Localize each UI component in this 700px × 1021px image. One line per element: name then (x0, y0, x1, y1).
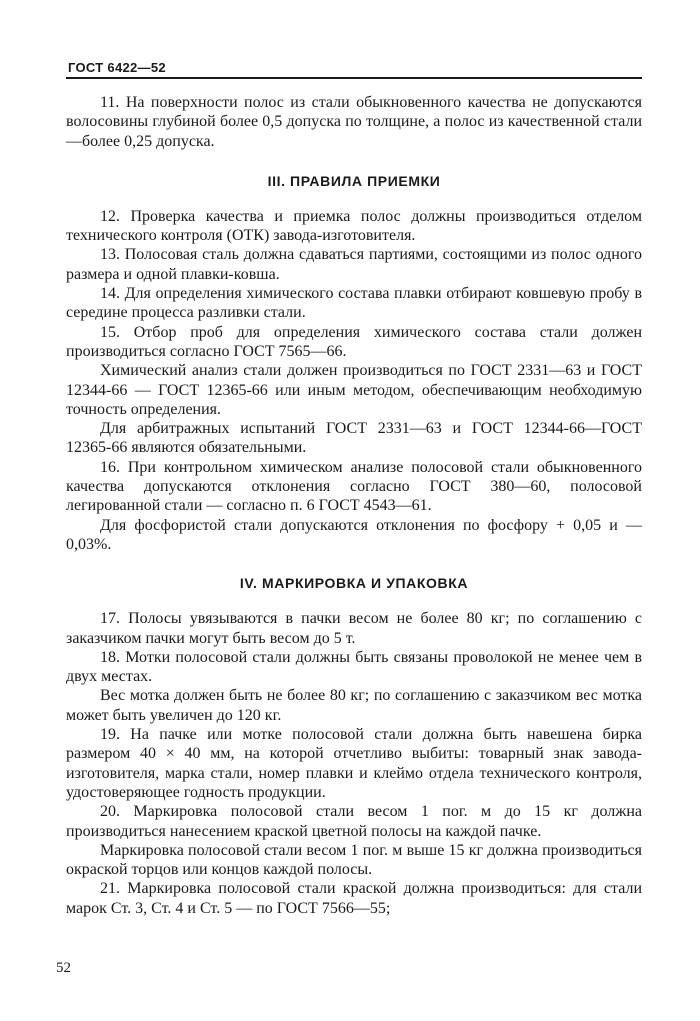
paragraph-20-ends-marking: Маркировка полосовой стали весом 1 пог. м выше 15 кг должна производиться окраской торцов или концов каждой полосы. (66, 841, 642, 879)
paragraph-19: 19. На пачке или мотке полосовой стали должна быть навешена бирка размером 40 × 40 мм, на которой отчетливо выбиты: товарный знак завода-изготовителя, марка стали, номер плавки и клеймо отдела технического контроля, удостоверяющее годность продукции. (66, 726, 642, 801)
paragraph-16: 16. При контрольном химическом анализе полосовой стали обыкновенного качества допускаются отклонения согласно ГОСТ 380—60, полосовой легированной стали — согласно п. 6 ГОСТ 4543—61. (66, 458, 642, 515)
paragraph-14: 14. Для определения химического состава плавки отбирают ковшевую пробу в середине процесса разливки стали. (66, 285, 642, 322)
paragraph-13: 13. Полосовая сталь должна сдаваться партиями, состоящими из полос одного размера и одной плавки-ковша. (66, 246, 642, 283)
section-title-acceptance-rules: III. ПРАВИЛА ПРИЕМКИ (267, 172, 441, 189)
paragraph-15-chemical-analysis: Химический анализ стали должен производиться по ГОСТ 2331—63 и ГОСТ 12344-66 — ГОСТ 12365-66 или иным методом, обеспечивающим необходимую точность определения. (66, 362, 642, 418)
header-rule (66, 77, 642, 79)
paragraph-15-arbitration: Для арбитражных испытаний ГОСТ 2331—63 и ГОСТ 12344-66—ГОСТ 12365-66 являются обязательными. (66, 420, 642, 457)
document-page (66, 60, 642, 918)
paragraph-21: 21. Маркировка полосовой стали краской должна производиться: для стали марок Ст. 3, Ст. 4 и Ст. 5 — по ГОСТ 7566—55; (66, 880, 642, 917)
page-number: 52 (56, 960, 71, 976)
paragraph-12: 12. Проверка качества и приемка полос должны производиться отделом технического контроля (ОТК) завода-изготовителя. (66, 207, 642, 245)
paragraph-16-phosphorus: Для фосфористой стали допускаются отклонения по фосфору + 0,05 и — 0,03%. (66, 516, 642, 553)
section-title-marking-packing: IV. МАРКИРОВКА И УПАКОВКА (239, 575, 469, 592)
paragraph-15: 15. Отбор проб для определения химического состава стали должен производиться согласно ГОСТ 7565—66. (66, 323, 642, 360)
paragraph-18: 18. Мотки полосовой стали должны быть связаны проволокой не менее чем в двух местах. (66, 648, 642, 686)
paragraph-17: 17. Полосы увязываются в пачки весом не более 80 кг; по соглашению с заказчиком пачки могут быть весом до 5 т. (66, 610, 642, 647)
running-header: ГОСТ 6422—52 (68, 60, 166, 75)
paragraph-11: 11. На поверхности полос из стали обыкновенного качества не допускаются волосовины глубиной более 0,5 допуска по толщине, а полос из качественной стали—более 0,25 допуска. (66, 94, 642, 150)
paragraph-20: 20. Маркировка полосовой стали весом 1 пог. м до 15 кг должна производиться нанесением краской цветной полосы на каждой пачке. (66, 803, 642, 840)
paragraph-18-coil-weight: Вес мотка должен быть не более 80 кг; по соглашению с заказчиком вес мотка может быть увеличен до 120 кг. (66, 687, 642, 724)
document-body (66, 93, 642, 918)
